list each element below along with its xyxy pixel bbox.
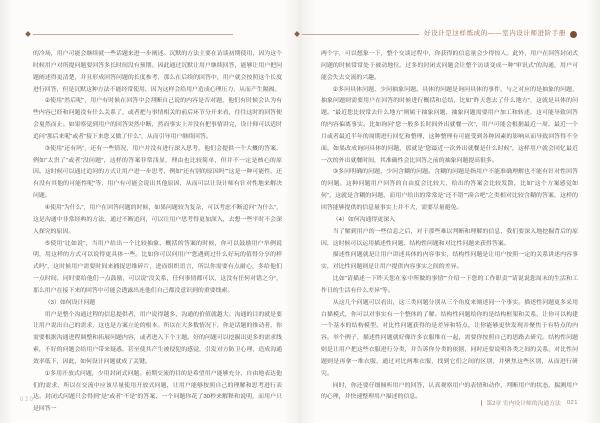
header-rule	[33, 34, 233, 35]
left-page-body	[33, 49, 282, 416]
paragraph: ②多问具体问题，少问抽象问题。具体的问题是询问具体的事件，与之对应的是抽象的问题，抽象问题则需要用户在回答的时候进行概括和总结，比如“昨天您去了什么地方”，这就是具体的问题。“最近您比较常去什么地方”则属于抽象问题，抽象问题需要用户加工和转述，这可能导致回答的内容偏离事实。比如询问“您一般多长时间外出就餐一次”，用户可能会根据最近一周、最近一个月或者最近半年的周期进行回忆和整理，这种整理有可能受到各种因素的影响从而导致回答得不全面。如果改成询问具体的问题，那就是“您最近一次外出就餐是什么时候”，这样用户就会回忆最近一次的外出就餐时间，其准确性会比回答之前的抽象问题提高很多。	[321, 86, 578, 164]
paragraph: 描述性问题就是让用户讲述具体的内容事实，结构性问题是让用户按照一定的关系讲述内容事实，对比性问题则是让用户提供内容事实之间的差异。	[321, 252, 578, 271]
header-diamond-icon	[294, 31, 300, 37]
paragraph: 两个字，可以想象一下，整个交谈过程中，你获得的信息量会少得惊人。此外，用户在回答封闭式问题的时候常常处于被动地位。过多的封闭式问题会让整个访谈变成一种“审讯式”的沟通，用户可能会失去交流的兴趣。	[321, 51, 578, 81]
paragraph: 比如“请描述一下昨天您在家中所做的事情”“介绍一下您的工作职责”“请说说您周末的生活和工作日的生活有什么差异”等。	[321, 276, 578, 294]
right-page-number: 021	[566, 399, 578, 406]
header-diamond-icon	[25, 31, 31, 37]
paragraph: （4）如何沟通得更深入	[332, 216, 395, 223]
left-page-header	[26, 30, 233, 38]
paragraph: ③多问明确的问题，少问含糊的问题。含糊的问题是指用户不能准确理解也不能有针对性回答的问题。这种问题用户回答的自由度会比较大，给出的答案会比较发散，比如“这个方案感觉如何”，这就是含糊的问题，而用户给出的常常是“还不错”“凑合吧”之类相对比较含糊的答案，这样的回答能够提供的信息量事实上并不大，需要尽量避免。	[321, 169, 578, 211]
paragraph: ③使用“还有吗”，还有一些情况，用户并没有进行深入思考，他们会提供一个大概的答案，例如“太贵了”或者“没问题”，这样的答案非常浅显，理由也比较简单，但并不一定是核心的原因。这时候可以通过追问的方式让用户进一步思考，例如“还有别的原因吗”“这是一种可能性，还有没有其他的可能性呢”等，用户有可能会说出其他原因，从而可以让设计师有针对性地来解决问题。	[33, 145, 282, 200]
paragraph: ②使用“然后呢”，用户有时候在回答中会判断自己说的内容是否对题，他们有时候会认为有些内容已经和问题没有什么关系了，或者把与事情相关的前后环节分开来看，往往这时的回答便会戛然而止。如果察觉到用户的回答突然中断，然而事实上并没有把事情讲完，设计师可以适时追问“那后来呢”或者“接下来您又做了什么”，从而引导用户继续回答。	[33, 98, 282, 140]
book-gutter-shadow	[284, 0, 316, 423]
footer-divider-bar	[481, 400, 482, 406]
left-page-number: 020	[20, 397, 35, 403]
header-bullet-icon	[570, 31, 577, 38]
header-rule	[302, 34, 419, 35]
paragraph: 用户是整个沟通过程的信息提供者，用户说得越多，沟通的价值就越大。沟通的目的就是要让用户说出自己的需求，这也是方案立论的根本。所以在大多数情况下，你是话题的推动者，你需要根据沟通进程调整和拓展问题内容，或者进入下个主题。好的问题可以挖掘出更多的需求线索，不好的问题会给用户带来疑惑，甚至使其产生被侵犯的感觉，引发对方防卫心理，造成沟通效率低下，因此，如何设计问题就成了关键。	[33, 311, 282, 365]
paragraph: ①多用开放式问题，少用封闭式问题。前期交流的目的是希望用户能够充分、自由地表达他们的需求，所以在交流中应该尽量使用开放式问题，让用户能够按照自己的理解和思考进行表达。封闭式问题只会得到“是”或者“不是”的答案，一个问题你花了30秒来解释和说明，而用户只是回答一	[33, 370, 282, 413]
paragraph: 的冷场，用户可能会继续就一些话题来进一步阐述。沉默的方法主要在访谈初期使用，因为这个时候用户对所提问题要回答多长时间没有预期。因此通过沉默让用户继续回答，能够让用户把问题阐述得更清楚，并且形成回答问题的长度参考，那么在后续的回答中，用户就会按照这个长度进行回答，但是沉默这种方法不能经常使用，因为这样会给用户造成心理压力，从而产生隔阂。	[33, 51, 282, 93]
page-edge-shadow-left	[0, 0, 14, 423]
paragraph: 从这几个问题可以看出，这三类问题分别从三个角度来阐述同一个事实。描述性问题更多采用白描模式，你可以对事实有一个整体的了解。结构性问题给你的是结构框架和关系，让你可以构建一个基本的结构模型。对比性问题获得的是差异和特点，让你能够更快发现并聚焦于有特点的内容。举个例子，描述性问题就好像许多衣服堆在一起，需要你按照自己的思路去研究。结构性问题则是让用户把这些衣服进行分类，并告诉你分类的依据，同时还要说明各类之间的关系。对比性问题则是再拿一堆衣服，通过对比两堆衣服，找到它们之间的区别，并聚焦这些区别，从而进行研究。	[321, 299, 578, 377]
running-title: 好设计是这样炼成的——室内设计师进阶手册	[424, 30, 566, 37]
paragraph: ④使用“为什么”，用户在回答问题的时候，如果问题较为复杂，可以考虑不断追问“为什么”，这是沟通中非常经典的方法，通过不断追问，可以让用户思考得更加深入，去想一些平时不会深入探究的原因。	[33, 204, 282, 235]
paragraph: 当了解到用户的一些信息之后，对于那些难以判断和理解的信息，我们要深入地挖掘背后的原因，这时候可以运用描述性问题、结构性问题和对比性问题来获得答案。	[321, 228, 578, 247]
right-page-footer	[481, 398, 578, 407]
paragraph: （3）如何设计问题	[44, 299, 96, 306]
right-page-body	[321, 49, 578, 404]
paragraph: 同时，你还要仔细倾听用户的回答，认真观察用户的表情和动作，判断用户的状态，揣测用户的心理，并快速整理用户描述的信息。	[321, 382, 578, 401]
right-page-header	[295, 30, 577, 38]
chapter-title: 第2章 室内设计师的沟通方法	[486, 401, 561, 407]
paragraph: ⑤使用“比如说”，当用户给出一个比较抽象、概括的答案的时候，你可以鼓励用户举例说明，用这样的方式可以说得更具体一些。比如你可以问用户“您遇到过什么好玩的值得分享的样式吗”，这时候用户需要时间来捕捉思维碎片，进而组织语言，所以你需要有点耐心，多给他们一点时间，同时要给他们一点鼓励，可以说“没关系，任何事情都可以，这没有任何对错之分”，那么用户在接下来的回答中可能会透露出连他们自己都没意识到的重要线索。	[33, 240, 282, 294]
page-edge-shadow-right	[586, 0, 600, 423]
